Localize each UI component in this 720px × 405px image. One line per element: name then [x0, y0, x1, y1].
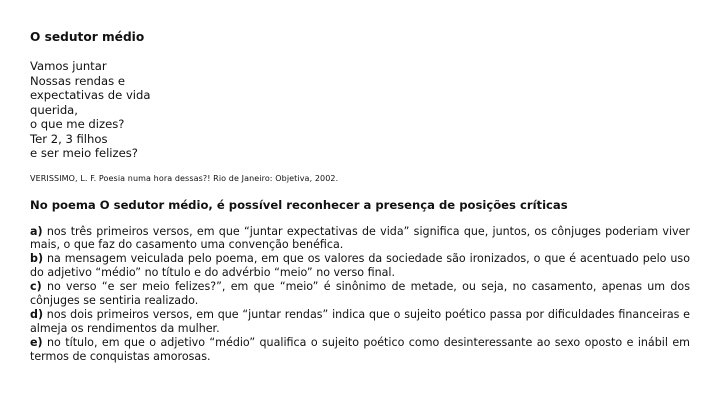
option-e[interactable] [30, 336, 690, 364]
option-c[interactable] [30, 280, 690, 308]
poem-line: Vamos juntar [30, 59, 107, 73]
option-text: na mensagem veiculada pelo poema, em que os valores da sociedade são ironizados, o que é acentuado pelo uso do adjetivo “médio” no título e do advérbio “meio” no verso final. [30, 252, 690, 280]
source-citation: VERISSIMO, L. F. Poesia numa hora dessas?! Rio de Janeiro: Objetiva, 2002. [30, 173, 339, 183]
option-letter: a) [30, 224, 43, 238]
question-statement: No poema O sedutor médio, é possível reconhecer a presença de posições críticas [30, 197, 568, 212]
poem-line: Nossas rendas e [30, 73, 125, 88]
option-letter: e) [30, 335, 43, 349]
option-text: nos três primeiros versos, em que “juntar expectativas de vida” significa que, juntos, os cônjuges poderiam viver mais, o que faz do casamento uma convenção benéfica. [30, 224, 690, 252]
answer-options [30, 225, 690, 364]
poem [30, 59, 690, 161]
poem-line: e ser meio felizes? [30, 146, 138, 160]
option-text: nos dois primeiros versos, em que “juntar rendas” indica que o sujeito poético passa por dificuldades financeiras e almeja os rendimentos da mulher. [30, 307, 690, 335]
option-letter: b) [30, 252, 44, 266]
poem-line: Ter 2, 3 filhos [30, 131, 108, 146]
option-text: no verso “e ser meio felizes?”, em que “meio” é sinônimo de metade, ou seja, no casamento, apenas um dos cônjuges se sentiria realizado. [30, 280, 690, 308]
poem-line: querida, [30, 102, 78, 117]
option-d[interactable] [30, 308, 690, 336]
option-a[interactable] [30, 225, 690, 253]
poem-title: O sedutor médio [30, 30, 145, 44]
option-text: no título, em que o adjetivo “médio” qualifica o sujeito poético como desinteressante ao sexo oposto e inábil em termos de conquistas amorosas. [30, 335, 690, 363]
poem-line: o que me dizes? [30, 117, 125, 131]
question-page [30, 24, 690, 364]
option-letter: c) [30, 280, 42, 294]
option-letter: d) [30, 307, 44, 321]
option-b[interactable] [30, 252, 690, 280]
poem-line: expectativas de vida [30, 88, 151, 102]
